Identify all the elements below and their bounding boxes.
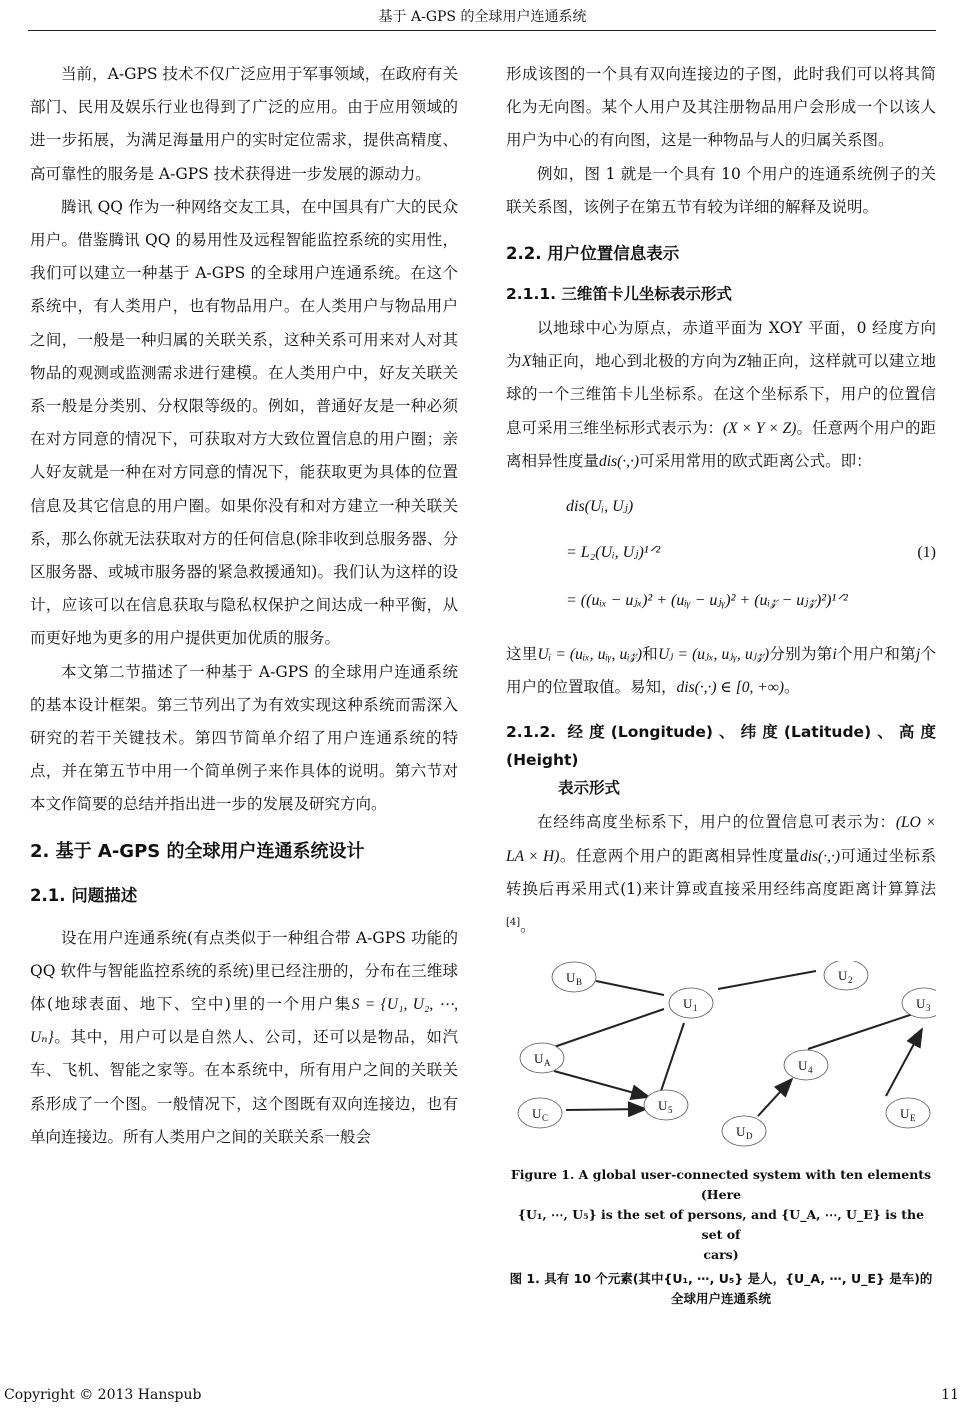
cartesian-text-c: 轴正向，这样就可以建立地球的一个三维笛卡儿坐标系。在这个坐标系下，用户的位置信息可采用三维坐标形式表示为： (506, 352, 936, 437)
page-number: 11 (941, 1387, 959, 1403)
edge-ue-u3 (886, 1029, 922, 1096)
section-2-1-2-heading (506, 718, 936, 802)
edge-u4-u3 (808, 1013, 916, 1049)
node-ua (520, 1043, 564, 1073)
caption-en-line1: Figure 1. A global user-connected system with ten elements (Here (510, 1167, 932, 1203)
equation-line-3: = ((uᵢₓ − uⱼₓ)² + (uᵢᵧ − uⱼᵧ)² + (uᵢ𝓏 − uⱼ𝓏)²)¹ᐟ² (566, 592, 848, 610)
left-column (30, 58, 458, 1154)
cartesian-text-d: 。任意两个用户的距离相异性度量 (506, 418, 936, 470)
edge-u1-u5 (661, 1023, 684, 1091)
paragraph-where (506, 638, 936, 704)
svg-text:A: A (544, 1058, 551, 1069)
paragraph-cartesian (506, 312, 936, 478)
svg-text:2: 2 (848, 975, 853, 986)
node-u1 (669, 988, 713, 1018)
j-symbol: j (915, 646, 921, 664)
paragraph-example: 例如，图 1 就是一个具有 10 个用户的连通系统例子的关联关系图，该例子在第五节有较为详细的解释及说明。 (506, 164, 936, 216)
svg-text:1: 1 (693, 1003, 698, 1014)
equation-line-2: = L₂(Uᵢ, Uⱼ)¹ᐟ² (566, 544, 661, 562)
edge-ua-u1 (554, 1009, 664, 1047)
svg-text:U: U (566, 970, 576, 986)
running-header: 基于 A-GPS 的全球用户连通系统 (378, 9, 587, 25)
node-u5 (644, 1090, 688, 1120)
svg-text:U: U (900, 1106, 910, 1122)
svg-text:E: E (910, 1113, 916, 1124)
section-2-1-2-title-line1: 2.1.2. 经度(Longitude)、纬度(Latitude)、高度(Height) (506, 723, 936, 770)
paragraph-problem (30, 922, 458, 1154)
uj-formula: Uⱼ = (uⱼₓ, uⱼᵧ, uⱼ𝓏) (658, 646, 770, 664)
svg-text:U: U (838, 968, 848, 984)
x-axis-symbol: X (521, 353, 532, 371)
where-and: 和 (642, 645, 659, 664)
geodetic-text-a: 在经纬高度坐标系下，用户的位置信息可表示为： (537, 813, 896, 832)
node-u4 (784, 1050, 828, 1080)
equation-1 (506, 484, 936, 634)
i-symbol: i (832, 646, 837, 664)
svg-text:U: U (658, 1098, 668, 1114)
geodetic-text-d: 。 (520, 917, 536, 936)
paragraph-geodetic (506, 806, 936, 943)
svg-text:B: B (576, 977, 583, 988)
svg-text:U: U (683, 996, 693, 1012)
where-text-a: 这里 (506, 645, 538, 664)
cartesian-text-a: 以地球中心为原点，赤道平面为 XOY 平面，0 经度方向为 (506, 319, 936, 371)
where-text-e: 。 (783, 678, 800, 697)
node-ue (886, 1098, 930, 1128)
xyz-formula: (X × Y × Z) (723, 419, 797, 437)
svg-text:D: D (746, 1131, 753, 1142)
node-u2 (824, 961, 868, 990)
svg-text:C: C (542, 1113, 549, 1124)
paragraph-intro-3: 本文第二节描述了一种基于 A-GPS 的全球用户连通系统的基本设计框架。第三节列出了为有效实现这种系统而需深入研究的若干关键技术。第四节简单介绍了用户连通系统的特点，并在第五节中用一个简单例子来作具体的说明。第六节对本文作简要的总结并指出进一步的发展及研究方向。 (30, 662, 458, 814)
ui-formula: Uᵢ = (uᵢₓ, uᵢᵧ, uᵢ𝓏) (537, 646, 643, 664)
svg-text:U: U (534, 1051, 544, 1067)
caption-cn-line2: 全球用户连通系统 (670, 1291, 771, 1307)
edge-ud-u4 (758, 1079, 792, 1116)
header-rule (28, 30, 936, 31)
user-graph-diagram (506, 961, 936, 1161)
citation-ref: [4] (506, 917, 521, 929)
edge-ua-u5 (554, 1071, 649, 1097)
figure-caption-cn (506, 1269, 936, 1309)
problem-text-a: 设在用户连通系统(有点类似于一种组合带 A-GPS 功能的 QQ 软件与智能监控系统的系统)里已经注册的，分布在三维球体(地球表面、地下、空中)里的一个用户集 (30, 928, 458, 1014)
footer-copyright: Copyright © 2013 Hanspub (4, 1387, 202, 1403)
paragraph-subgraph: 形成该图的一个具有双向连接边的子图，此时我们可以将其简化为无向图。某个人用户及其注册物品用户会形成一个以该人用户为中心的有向图，这是一种物品与人的归属关系图。 (506, 65, 936, 150)
section-2-1-1-heading: 2.1.1. 三维笛卡儿坐标表示形式 (506, 285, 732, 304)
section-2-2-heading: 2.2. 用户位置信息表示 (506, 244, 680, 264)
node-u3 (902, 988, 936, 1018)
caption-en-line2: {U₁, ⋯, U₅} is the set of persons, and {U_A, ⋯, U_E} is the set of (517, 1207, 925, 1243)
svg-text:U: U (798, 1058, 808, 1074)
figure-1 (506, 961, 936, 1161)
cartesian-text-b: 轴正向，地心到北极的方向为 (531, 352, 738, 371)
equation-line-1: dis(Uᵢ, Uⱼ) (566, 498, 634, 516)
where-text-d: 个用户的位置取值。易知， (506, 645, 936, 697)
dis-range-formula: dis(·,·) ∈ [0, +∞) (676, 679, 784, 697)
node-ub (552, 962, 596, 992)
cartesian-text-e: 可采用常用的欧式距离公式。即： (639, 451, 872, 470)
node-ud (722, 1116, 766, 1146)
svg-text:U: U (532, 1106, 542, 1122)
paragraph-intro-1: 当前，A-GPS 技术不仅广泛应用于军事领域，在政府有关部门、民用及娱乐行业也得到了广泛的应用。由于应用领域的进一步拓展，为满足海量用户的实时定位需求，提供高精度、高可靠性的服务是 A-GPS 技术获得进一步发展的源动力。 (30, 65, 458, 183)
where-text-b: 分别为第 (769, 645, 833, 664)
geodetic-text-c: 可通过坐标系转换后再采用式(1)来计算或直接采用经纬高度距离计算算法 (506, 846, 936, 898)
geodetic-text-b: 。任意两个用户的距离相异性度量 (559, 846, 800, 865)
edge-uc-u5 (566, 1109, 646, 1110)
svg-text:U: U (916, 996, 926, 1012)
dis-symbol-2: dis(·,·) (799, 847, 840, 865)
equation-number: (1) (917, 544, 936, 562)
problem-text-b: 。其中，用户可以是自然人、公司，还可以是物品，如汽车、飞机、智能之家等。在本系统中，所有用户之间的关联关系形成了一个图。一般情况下，这个图既有双向连接边，也有单向连接边。所有人类用户之间的关联关系一般会 (30, 1028, 458, 1146)
z-axis-symbol: Z (737, 353, 747, 371)
where-text-c: 个用户和第 (836, 645, 916, 664)
caption-cn-line1: 图 1. 具有 10 个元素(其中{U₁, ⋯, U₅} 是人，{U_A, ⋯, U_E} 是车)的 (509, 1271, 933, 1287)
svg-text:U: U (736, 1124, 746, 1140)
svg-text:5: 5 (668, 1105, 673, 1116)
lla-formula: (LO × LA × H) (506, 814, 936, 865)
dis-symbol: dis(·,·) (599, 452, 640, 470)
user-set-formula: S = {U₁, U₂, ⋯, Uₙ} (30, 996, 458, 1047)
figure-caption-en (506, 1165, 936, 1265)
svg-text:4: 4 (808, 1065, 813, 1076)
section-2-heading: 2. 基于 A-GPS 的全球用户连通系统设计 (30, 840, 365, 862)
edge-ub-u1 (596, 981, 664, 995)
caption-en-line3: cars) (703, 1247, 739, 1263)
section-2-1-heading: 2.1. 问题描述 (30, 885, 138, 905)
svg-text:3: 3 (926, 1003, 931, 1014)
paragraph-intro-2: 腾讯 QQ 作为一种网络交友工具，在中国具有广大的民众用户。借鉴腾讯 QQ 的易用性及远程智能监控系统的实用性，我们可以建立一种基于 A-GPS 的全球用户连通系统。在这个系统中，有人类用户，也有物品用户。在人类用户与物品用户之间，一般是一种归属的关联关系，这种关系可用来对人对其物品的观测或监测需求进行建模。在人类用户中，好友关联关系一般是分类别、分权限等级的。例如，普通好友是一种必须在对方同意的情况下，可获取对方大致位置信息的用户圈；亲人好友就是一种在对方同意的情况下，能获取更为具体的位置信息及其它信息的用户圈。如果你没有和对方建立一种关联关系，那么你就无法获取对方的任何信息(除非收到总服务器、分区服务器、或城市服务器的紧急救援通知)。我们认为这样的设计，应该可以在信息获取与隐私权保护之间达成一种平衡，从而更好地为更多的用户提供更加优质的服务。 (30, 197, 458, 648)
edge-u1-u2 (718, 971, 816, 989)
section-2-1-2-title-line2: 表示形式 (558, 779, 621, 798)
right-column (506, 58, 936, 1309)
node-uc (518, 1098, 562, 1128)
